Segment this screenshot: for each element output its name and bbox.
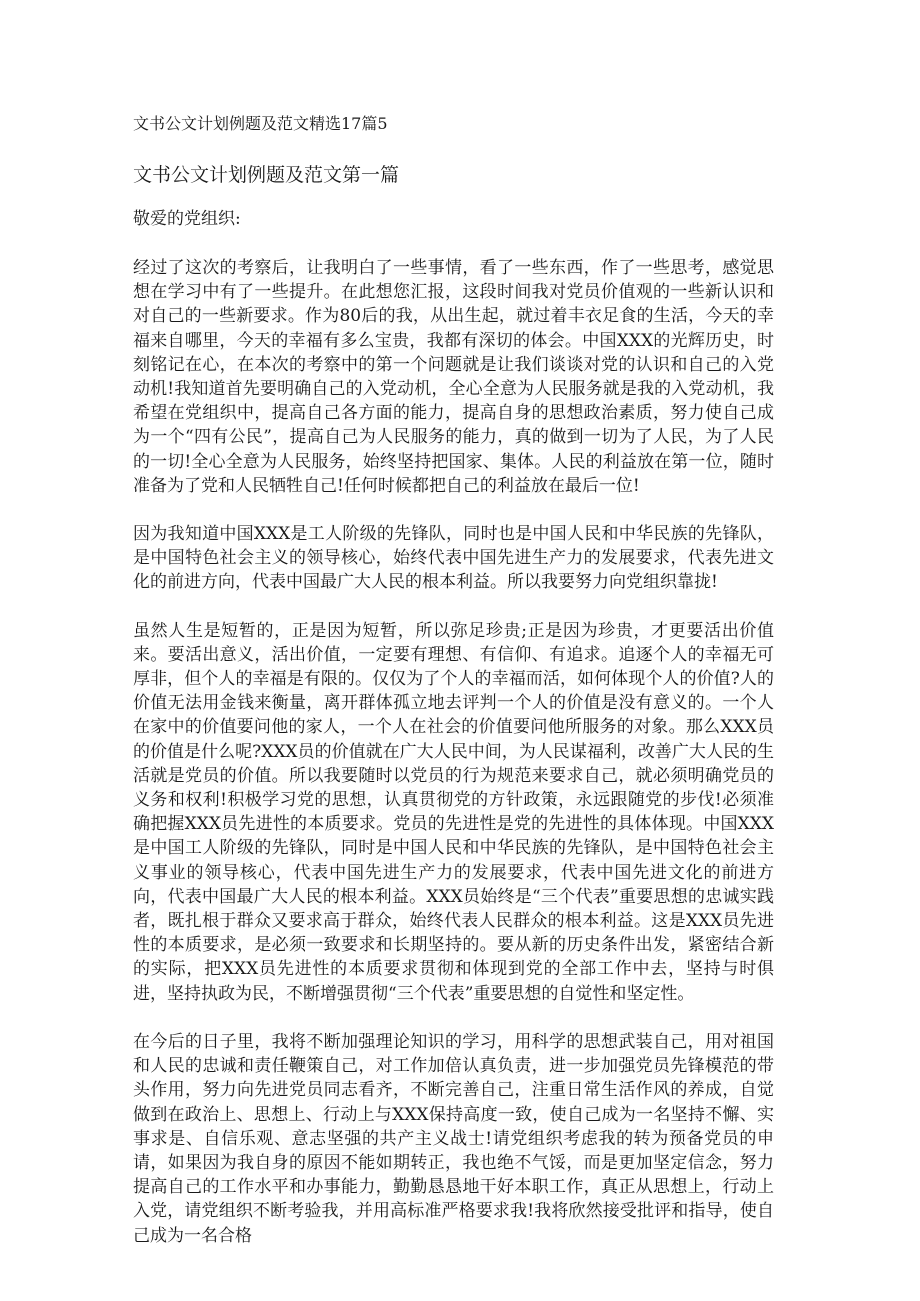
paragraph-1: 经过了这次的考察后，让我明白了一些事情，看了一些东西，作了一些思考，感觉思想在学习中有了一些提升。在此想您汇报，这段时间我对党员价值观的一些新认识和对自己的一些新要求。作为80后的我，从出生起，就过着丰衣足食的生活，今天的幸福来自哪里，今天的幸福有多么宝贵，我都有深切的体会。中国XXX的光辉历史，时刻铭记在心，在本次的考察中的第一个问题就是让我们谈谈对党的认识和自己的入党动机!我知道首先要明确自己的入党动机，全心全意为人民服务就是我的入党动机，我希望在党组织中，提高自己各方面的能力，提高自身的思想政治素质，努力使自己成为一个“四有公民”，提高自己为人民服务的能力，真的做到一切为了人民，为了人民的一切!全心全意为人民服务，始终坚持把国家、集体。人民的利益放在第一位，随时准备为了党和人民牺牲自己!任何时候都把自己的利益放在最后一位! — [133, 258, 774, 496]
paragraph-2: 因为我知道中国XXX是工人阶级的先锋队，同时也是中国人民和中华民族的先锋队，是中国特色社会主义的领导核心，始终代表中国先进生产力的发展要求，代表先进文化的前进方向，代表中国最广大人民的根本利益。所以我要努力向党组织靠拢! — [133, 524, 774, 593]
section-title: 文书公文计划例题及范文第一篇 — [133, 164, 400, 186]
salutation: 敬爱的党组织: — [133, 209, 241, 229]
paragraph-4: 在今后的日子里，我将不断加强理论知识的学习，用科学的思想武装自己，用对祖国和人民的忠诚和责任鞭策自己，对工作加倍认真负责，进一步加强党员先锋模范的带头作用，努力向先进党员同志看齐，不断完善自己，注重日常生活作风的养成，自觉做到在政治上、思想上、行动上与XXX保持高度一致，使自己成为一名坚持不懈、实事求是、自信乐观、意志坚强的共产主义战士!请党组织考虑我的转为预备党员的申请，如果因为我自身的原因不能如期转正，我也绝不气馁，而是更加坚定信念，努力提高自己的工作水平和办事能力，勤勤恳恳地干好本职工作，真正从思想上，行动上入党，请党组织不断考验我，并用高标准严格要求我!我将欣然接受批评和指导，使自己成为一名合格 — [133, 1031, 774, 1246]
paragraph-3: 虽然人生是短暂的，正是因为短暂，所以弥足珍贵;正是因为珍贵，才更要活出价值来。要活出意义，活出价值，一定要有理想、有信仰、有追求。追逐个人的幸福无可厚非，但个人的幸福是有限的。仅仅为了个人的幸福而活，如何体现个人的价值?人的价值无法用金钱来衡量，离开群体孤立地去评判一个人的价值是没有意义的。一个人在家中的价值要问他的家人，一个人在社会的价值要问他所服务的对象。那么XXX员的价值是什么呢?XXX员的价值就在广大人民中间，为人民谋福利，改善广大人民的生活就是党员的价值。所以我要随时以党员的行为规范来要求自己，就必须明确党员的义务和权利!积极学习党的思想，认真贯彻党的方针政策，永远跟随党的步伐!必须准确把握XXX员先进性的本质要求。党员的先进性是党的先进性的具体体现。中国XXX是中国工人阶级的先锋队，同时是中国人民和中华民族的先锋队，是中国特色社会主义事业的领导核心，代表中国先进生产力的发展要求，代表中国先进文化的前进方向，代表中国最广大人民的根本利益。XXX员始终是“三个代表”重要思想的忠诚实践者，既扎根于群众又要求高于群众，始终代表人民群众的根本利益。这是XXX员先进性的本质要求，是必须一致要求和长期坚持的。要从新的历史条件出发，紧密结合新的实际，把XXX员先进性的本质要求贯彻和体现到党的全部工作中去，坚持与时俱进，坚持执政为民，不断增强贯彻“三个代表”重要思想的自觉性和坚定性。 — [133, 620, 774, 1004]
document-title: 文书公文计划例题及范文精选17篇5 — [133, 114, 388, 133]
